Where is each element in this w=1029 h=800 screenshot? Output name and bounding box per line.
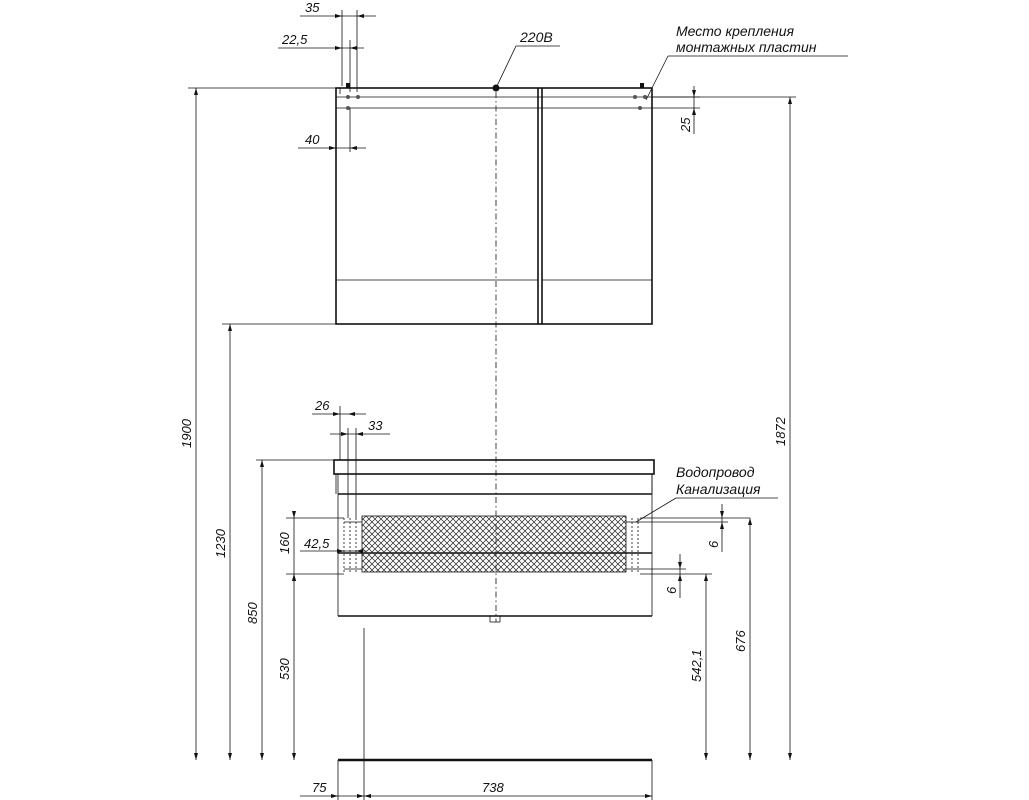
- dim-542-1: 542,1: [689, 649, 704, 682]
- dim-26: 26: [315, 398, 330, 413]
- pipes-label-line2: Канализация: [676, 481, 761, 497]
- dim-1230: 1230: [213, 529, 228, 558]
- dim-850: 850: [245, 602, 260, 624]
- mount-label-line1: Место крепления: [676, 23, 795, 39]
- dim-530: 530: [277, 658, 292, 680]
- dim-1872: 1872: [773, 417, 788, 446]
- dim-738: 738: [482, 780, 504, 795]
- dim-40: 40: [305, 132, 320, 147]
- mount-label-line2: монтажных пластин: [676, 39, 817, 55]
- dim-22-5: 22,5: [282, 32, 308, 47]
- dim-35: 35: [305, 0, 320, 15]
- dim-1900: 1900: [179, 419, 194, 448]
- power-label: 220В: [520, 29, 553, 45]
- dim-42-5: 42,5: [304, 536, 330, 551]
- dim-25: 25: [678, 117, 693, 132]
- dim-160: 160: [277, 532, 292, 554]
- dim-6-upper: 6: [706, 540, 721, 548]
- dim-75: 75: [312, 780, 327, 795]
- wall-cabinet: [336, 83, 652, 324]
- dim-676: 676: [733, 630, 748, 652]
- dim-33: 33: [368, 418, 383, 433]
- pipe-zone: [344, 516, 640, 574]
- dimension-lines: [188, 10, 848, 800]
- dim-6-lower: 6: [664, 586, 679, 594]
- pipes-label-line1: Водопровод: [676, 464, 755, 480]
